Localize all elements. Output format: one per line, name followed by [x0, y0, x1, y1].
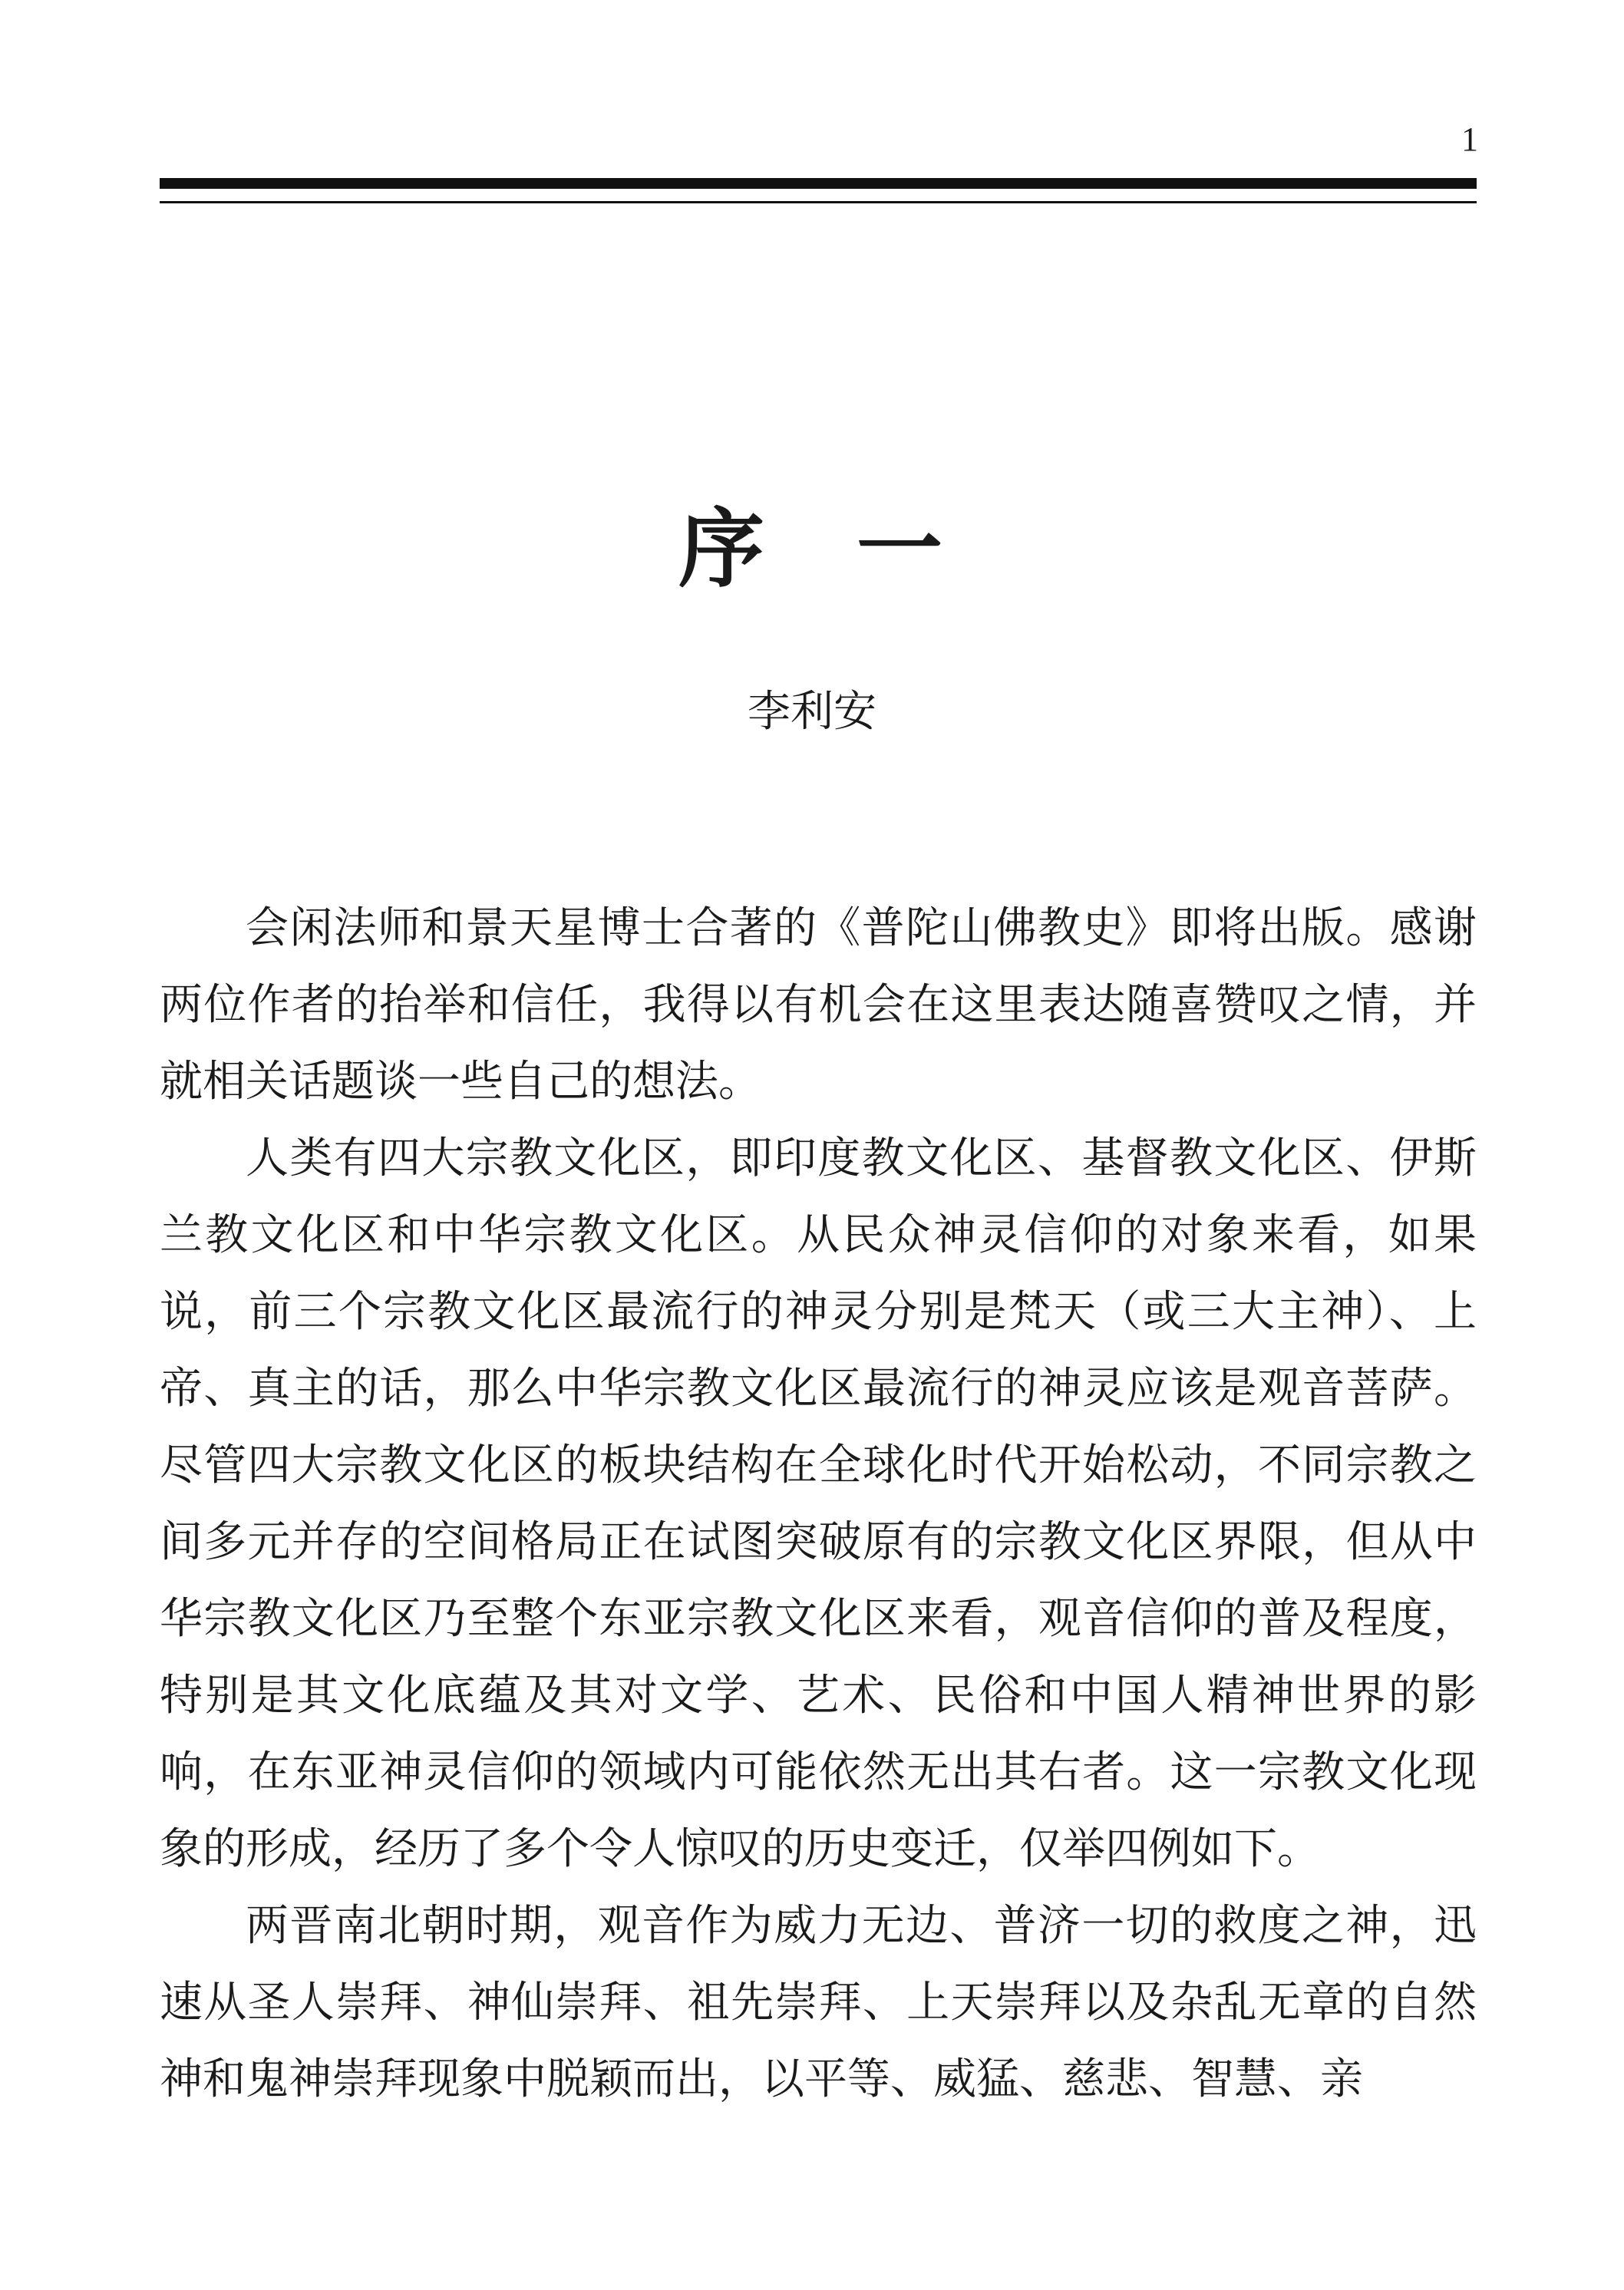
paragraph-3: 两晋南北朝时期，观音作为威力无边、普济一切的救度之神，迅速从圣人崇拜、神仙崇拜、祖先崇拜、上天崇拜以及杂乱无章的自然神和鬼神崇拜现象中脱颖而出，以平等、威猛、慈悲、智慧、亲	[160, 1901, 1477, 2104]
paragraph-2: 人类有四大宗教文化区，即印度教文化区、基督教文化区、伊斯兰教文化区和中华宗教文化区。从民众神灵信仰的对象来看，如果说，前三个宗教文化区最流行的神灵分别是梵天（或三大主神）、上帝、真主的话，那么中华宗教文化区最流行的神灵应该是观音菩萨。尽管四大宗教文化区的板块结构在全球化时代开始松动，不同宗教之间多元并存的空间格局正在试图突破原有的宗教文化区界限，但从中华宗教文化区乃至整个东亚宗教文化区来看，观音信仰的普及程度，特别是其文化底蕴及其对文学、艺术、民俗和中国人精神世界的影响，在东亚神灵信仰的领域内可能依然无出其右者。这一宗教文化现象的形成，经历了多个令人惊叹的历史变迁，仅举四例如下。	[160, 1133, 1477, 1874]
header-rule-thin	[160, 201, 1477, 203]
author-name: 李利安	[748, 687, 876, 737]
page-title: 序 一	[678, 499, 946, 599]
body-text	[160, 890, 1477, 2118]
header-rule-thick	[160, 178, 1477, 189]
paragraph-1: 会闲法师和景天星博士合著的《普陀山佛教史》即将出版。感谢两位作者的抬举和信任，我得以有机会在这里表达随喜赞叹之情，并就相关话题谈一些自己的想法。	[160, 903, 1477, 1107]
page-number: 1	[1461, 120, 1478, 158]
